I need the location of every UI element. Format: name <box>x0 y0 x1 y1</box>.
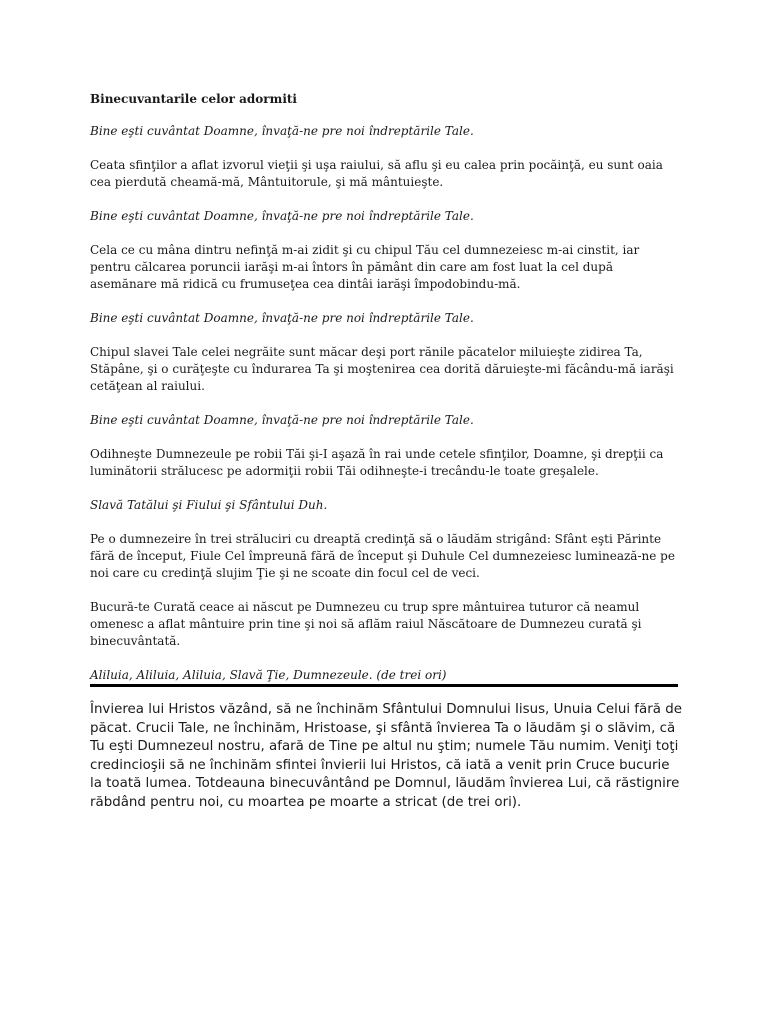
horizontal-rule <box>90 684 678 687</box>
stanza-theotokion: Bucură-te Curată ceace ai născut pe Dumnezeu cu trup spre mântuirea tuturor că neamul omenesc a aflat mântuire prin tine şi noi să aflăm raiul Născătoare de Dumnezeu curată şi binecuvântată. <box>90 600 642 648</box>
document-title: Binecuvantarile celor adormiti <box>90 92 297 106</box>
refrain-4: Bine eşti cuvântat Doamne, învaţă-ne pre noi îndreptările Tale. <box>90 413 474 427</box>
stanza-2: Cela ce cu mâna dintru nefinţă m-ai zidit şi cu chipul Tău cel dumnezeiesc m-ai cinstit, iar pentru călcarea poruncii iarăşi m-ai întors în pământ din care am fost luat la cel după asemănare mă ridică cu frumuseţea cea dintâi iarăşi împodobindu-mă. <box>90 243 640 291</box>
stanza-3: Chipul slavei Tale celei negrăite sunt măcar deşi port rănile păcatelor miluieşte zidirea Ta, Stăpâne, şi o curăţeşte cu îndurarea Ta şi moştenirea cea dorită dăruieşte-mi făcându-mă iarăşi cetăţean al raiului. <box>90 345 674 393</box>
refrain-3: Bine eşti cuvântat Doamne, învaţă-ne pre noi îndreptările Tale. <box>90 311 474 325</box>
document-body <box>90 91 680 689</box>
stanza-4: Odihneşte Dumnezeule pe robii Tăi şi-I aşază în rai unde cetele sfinţilor, Doamne, şi drepţii ca luminătorii strălucesc pe adormiţii robii Tăi odihneşte-i trecându-le toate greşalele. <box>90 447 664 478</box>
alleluia-line: Aliluia, Aliluia, Aliluia, Slavă Ţie, Dumnezeule. (de trei ori) <box>90 668 447 682</box>
doxology: Slavă Tatălui şi Fiului şi Sfântului Duh. <box>90 498 328 512</box>
troparion-text: Învierea lui Hristos văzând, să ne închinăm Sfântului Domnului Iisus, Unuia Celui fără de păcat. Crucii Tale, ne închinăm, Hristoase, şi sfântă învierea Ta o lăudăm şi o slăvim, că Tu eşti Dumnezeul nostru, afară de Tine pe altul nu ştim; numele Tău numim. Veniţi toţi credincioşii să ne închinăm sfintei învierii lui Hristos, că iată a venit prin Cruce bucurie la toată lumea. Totdeauna binecuvântând pe Domnul, lăudăm învierea Lui, că răstignire răbdând pentru noi, cu moartea pe moarte a stricat (de trei ori). <box>90 702 682 810</box>
stanza-trinity: Pe o dumnezeire în trei străluciri cu dreaptă credinţă să o lăudăm strigând: Sfânt eşti Părinte fără de început, Fiule Cel împreună fără de început şi Duhule Cel dumnezeiesc luminează-ne pe noi care cu credinţă slujim Ţie şi ne scoate din focul cel de veci. <box>90 532 675 580</box>
refrain-2: Bine eşti cuvântat Doamne, învaţă-ne pre noi îndreptările Tale. <box>90 209 474 223</box>
refrain-1: Bine eşti cuvântat Doamne, învaţă-ne pre noi îndreptările Tale. <box>90 124 474 138</box>
stanza-1: Ceata sfinţilor a aflat izvorul vieţii şi uşa raiului, să aflu şi eu calea prin pocăinţă, eu sunt oaia cea pierdută cheamă-mă, Mântuitorule, şi mă mântuieşte. <box>90 158 663 189</box>
